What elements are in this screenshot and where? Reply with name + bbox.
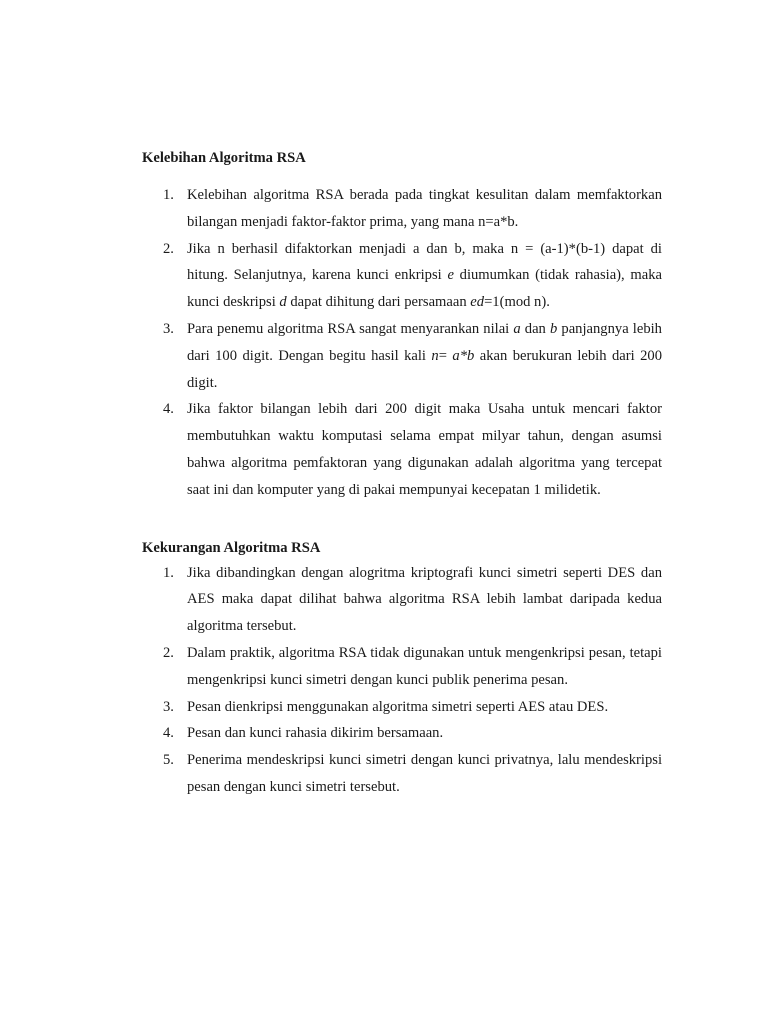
list-item [142, 720, 662, 747]
list-item-text: Jika dibandingkan dengan alogritma kriptografi kunci simetri seperti DES dan AES maka dapat dilihat bahwa algoritma RSA lebih lambat daripada kedua algoritma tersebut. [187, 564, 662, 635]
document-page [142, 148, 662, 801]
italic-var-a: a [513, 320, 521, 337]
list-item-text: dapat dihitung dari persamaan [286, 294, 471, 311]
italic-var-d: d [279, 294, 287, 311]
section-title-kekurangan: Kekurangan Algoritma RSA [142, 539, 321, 556]
list-item-number: 1. [163, 564, 174, 581]
section-kekurangan [142, 538, 662, 801]
list-item [142, 747, 662, 801]
list-item-text: = [438, 347, 453, 364]
section-title-kelebihan: Kelebihan Algoritma RSA [142, 150, 306, 166]
italic-var-e: e [447, 267, 454, 284]
list-item-text: Penerima mendeskripsi kunci simetri dengan kunci privatnya, lalu mendeskripsi pesan dengan kunci simetri tersebut. [187, 752, 662, 795]
italic-var-b: b [549, 320, 558, 337]
list-item-text: Jika n berhasil difaktorkan menjadi a dan b, maka n = (a-1)*(b-1) dapat di hitung. Selanjutnya, karena kunci enkripsi [187, 240, 662, 284]
list-item-number: 4. [163, 401, 174, 418]
list-item-number: 4. [163, 725, 174, 742]
list-item-number: 3. [163, 698, 174, 715]
list-item [142, 182, 662, 236]
list-item-text: Pesan dienkripsi menggunakan algoritma simetri seperti AES atau DES. [187, 698, 609, 715]
list-item [142, 236, 662, 316]
list-item [142, 694, 662, 721]
list-item [142, 316, 662, 396]
list-item-number: 3. [163, 320, 174, 337]
italic-var-n: n [431, 347, 439, 364]
list-item [142, 560, 662, 640]
list-item-text: Dalam praktik, algoritma RSA tidak digunakan untuk mengenkripsi pesan, tetapi mengenkripsi kunci simetri dengan kunci publik penerima pesan. [187, 644, 662, 688]
list-item-text: akan berukuran lebih dari 200 digit. [187, 347, 662, 391]
list-item [142, 396, 662, 503]
list-item-text: =1(mod n). [484, 294, 550, 311]
list-item-text: Jika faktor bilangan lebih dari 200 digit maka Usaha untuk mencari faktor membutuhkan waktu komputasi selama empat milyar tahun, dengan asumsi bahwa algoritma pemfaktoran yang digunakan adalah algoritma yang tercepat saat ini dan komputer yang di pakai mempunyai kecepatan 1 milidetik. [187, 401, 662, 498]
list-item-number: 2. [163, 240, 174, 257]
list-item-text: Para penemu algoritma RSA sangat menyarankan nilai [187, 320, 514, 337]
list-item-text: diumumkan (tidak rahasia), maka kunci deskripsi [187, 267, 663, 311]
kelebihan-list [142, 182, 662, 504]
list-item-number: 2. [163, 644, 174, 661]
kekurangan-list [142, 560, 662, 801]
list-item-text: Pesan dan kunci rahasia dikirim bersamaan. [187, 725, 444, 742]
list-item [142, 640, 662, 694]
italic-var-ed: ed [470, 294, 485, 311]
list-item-text: panjangnya lebih dari 100 digit. Dengan begitu hasil kali [187, 320, 662, 364]
section-kelebihan [142, 148, 662, 504]
list-item-text: dan [520, 320, 550, 337]
list-item-number: 1. [163, 187, 174, 203]
list-item-number: 5. [163, 752, 174, 769]
italic-var-ab: a*b [452, 347, 475, 364]
list-item-text: Kelebihan algoritma RSA berada pada tingkat kesulitan dalam memfaktorkan bilangan menjadi faktor-faktor prima, yang mana n=a*b. [187, 187, 662, 230]
